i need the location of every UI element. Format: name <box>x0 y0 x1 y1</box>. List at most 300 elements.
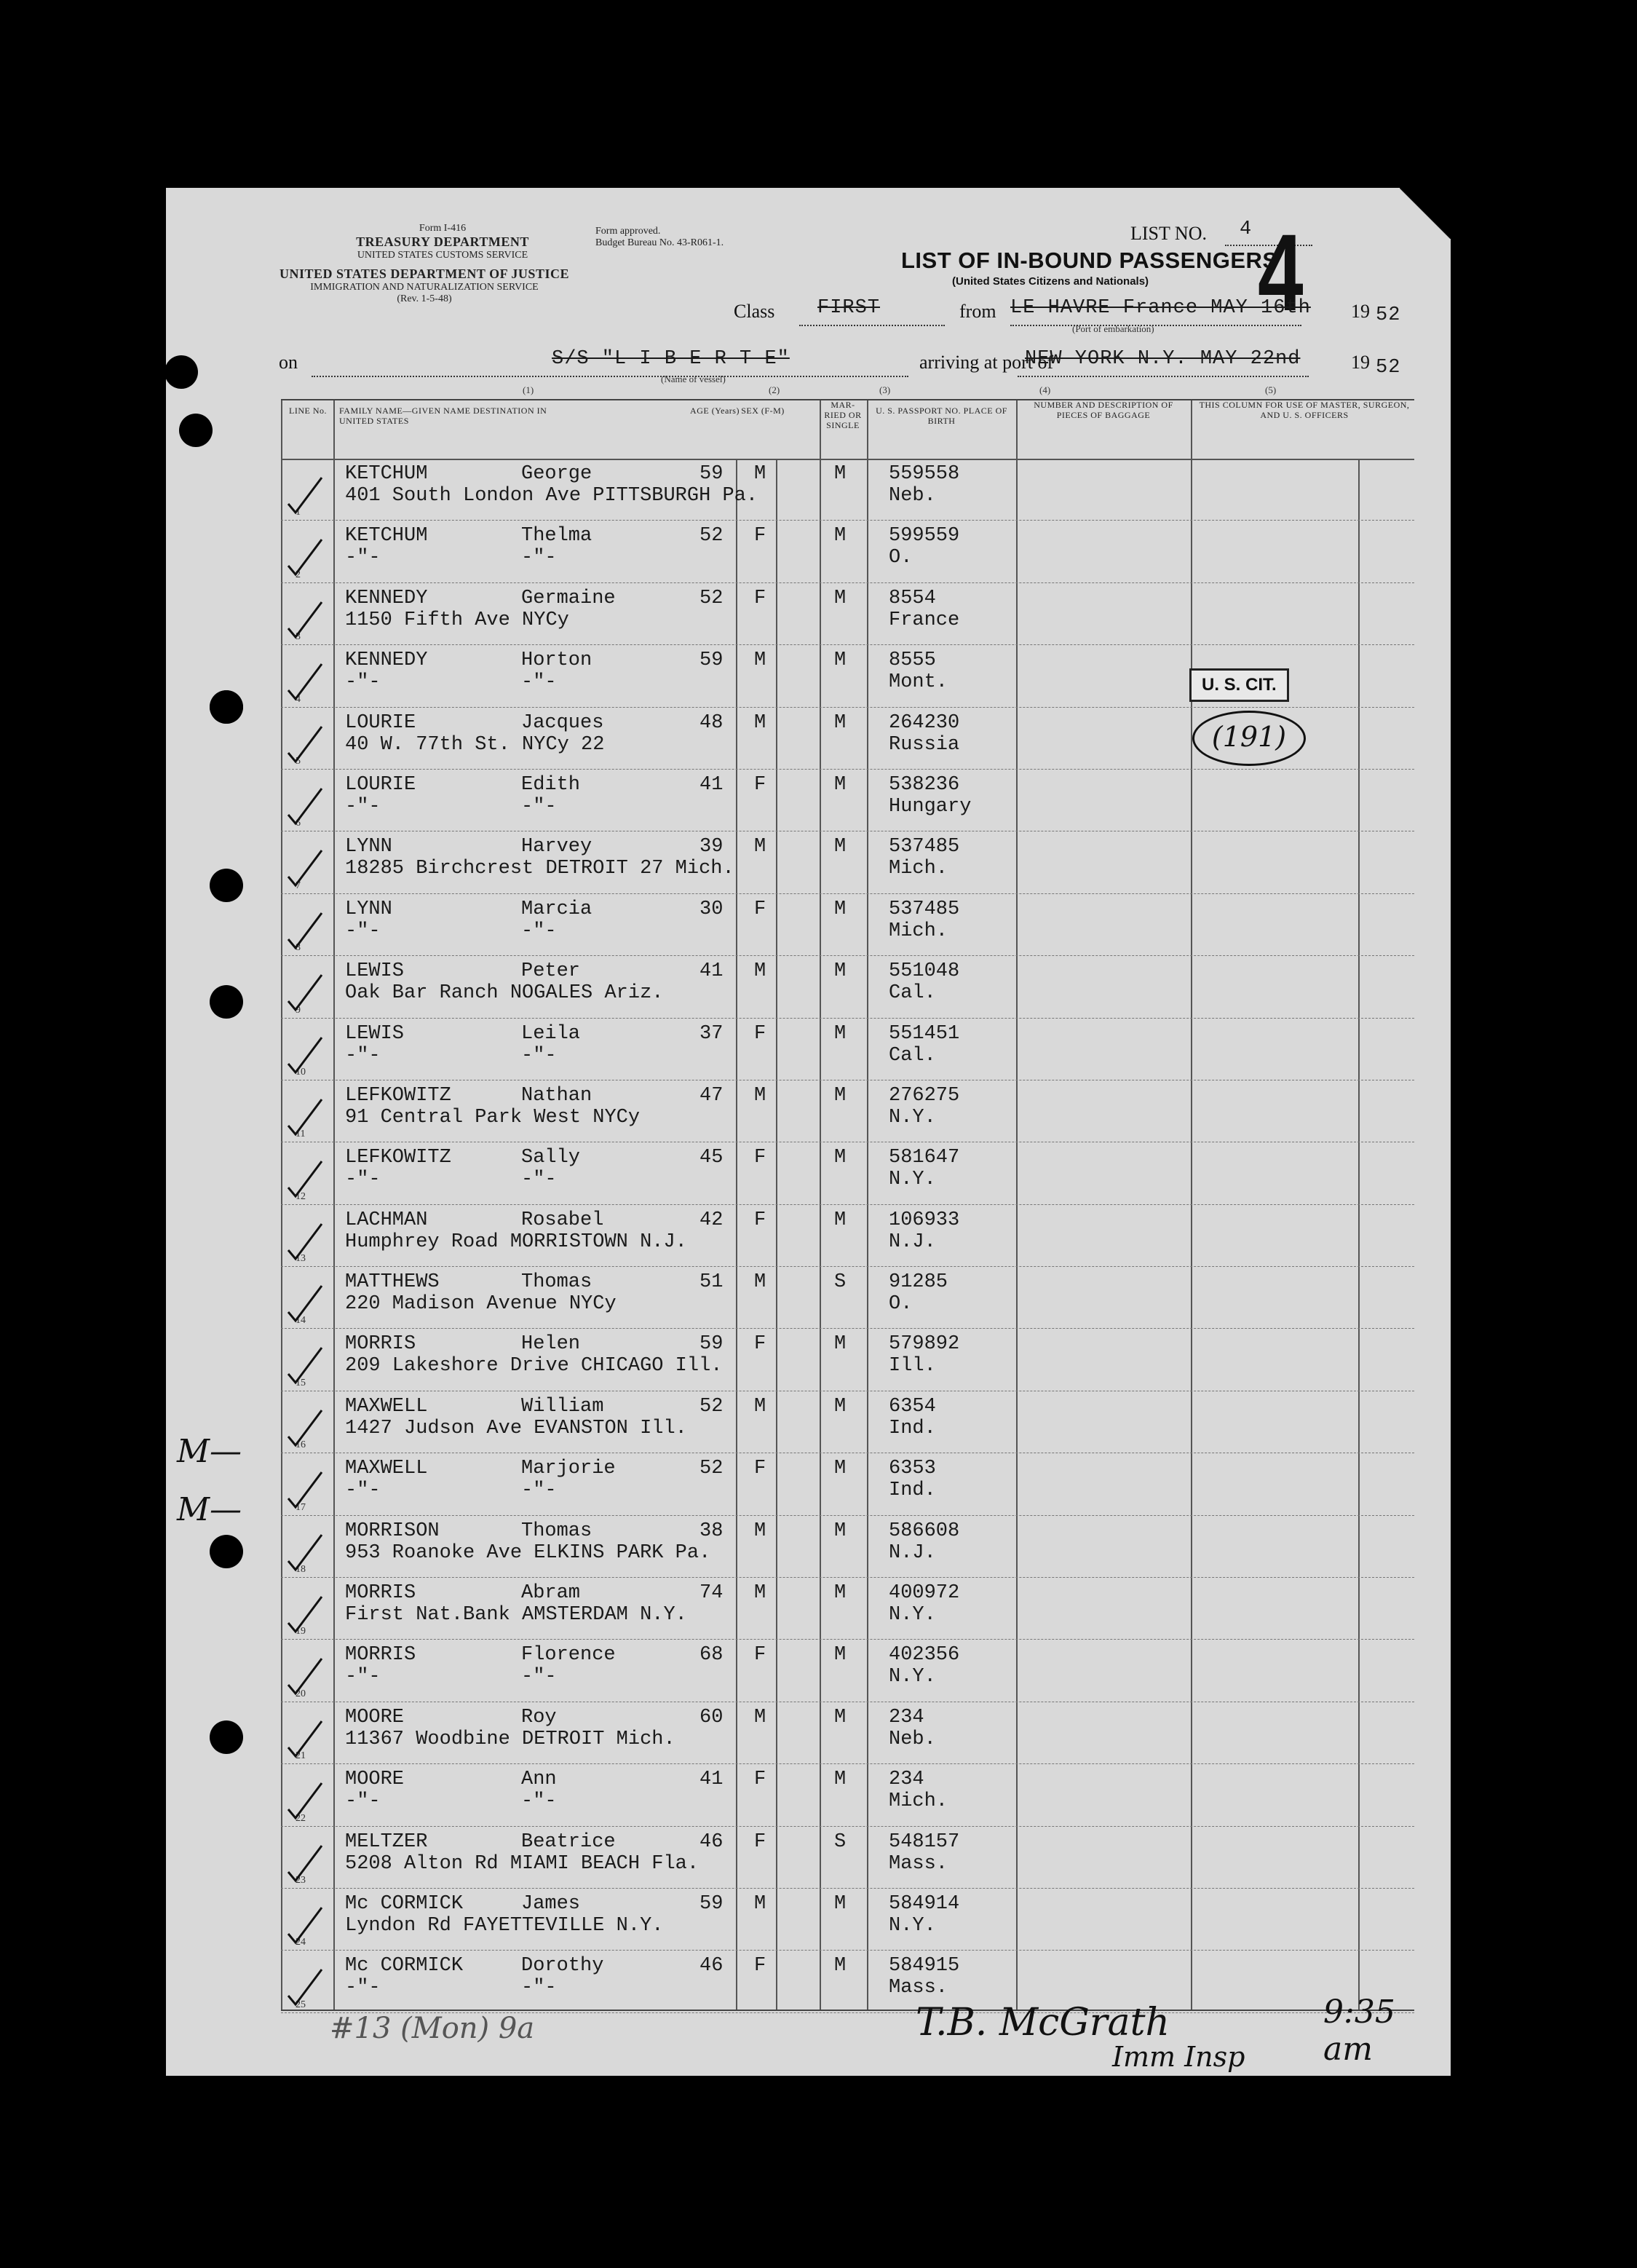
table-row <box>281 1019 1414 1080</box>
table-row <box>281 1889 1414 1951</box>
us-citizen-stamp: U. S. CIT. <box>1189 668 1289 702</box>
family-name: MAXWELL <box>345 1458 428 1480</box>
port-embark-caption: (Port of embarkation) <box>1072 323 1154 334</box>
header-age: AGE (Years) <box>690 406 740 416</box>
birthplace: Mich. <box>889 858 948 880</box>
passport-number: 551451 <box>889 1022 960 1045</box>
birthplace: N.Y. <box>889 1914 936 1937</box>
passenger-table <box>281 399 1414 2011</box>
vessel-line <box>312 376 908 377</box>
passport-number: 584915 <box>889 1955 960 1977</box>
marital-status: M <box>834 1706 847 1728</box>
table-row <box>281 583 1414 645</box>
destination: 953 Roanoke Ave ELKINS PARK Pa. <box>345 1541 711 1564</box>
col-num-5: (5) <box>1265 384 1277 395</box>
destination: -"- <box>345 547 381 569</box>
family-name: KENNEDY <box>345 649 428 672</box>
given-name: Sally <box>521 1147 581 1169</box>
birthplace: N.Y. <box>889 1604 936 1627</box>
destination: 209 Lakeshore Drive CHICAGO Ill. <box>345 1355 723 1378</box>
destination-ditto: -"- <box>521 920 557 942</box>
birthplace: Cal. <box>889 982 936 1005</box>
age: 52 <box>699 1395 724 1418</box>
line-number: 11 <box>296 1129 306 1140</box>
age: 68 <box>699 1644 724 1667</box>
birthplace: O. <box>889 1293 913 1316</box>
sex: M <box>754 649 766 672</box>
marital-status: M <box>834 463 847 485</box>
marital-status: S <box>834 1830 847 1853</box>
destination: Oak Bar Ranch NOGALES Ariz. <box>345 982 664 1005</box>
arriving-label: arriving at port of <box>919 352 1054 373</box>
line-number: 25 <box>296 1999 306 2010</box>
check-mark-icon <box>287 1967 330 2010</box>
birthplace: Mass. <box>889 1977 948 1999</box>
table-row <box>281 894 1414 956</box>
line-number: 3 <box>296 631 301 643</box>
age: 38 <box>699 1520 724 1542</box>
destination-ditto: -"- <box>521 1977 557 1999</box>
sex: F <box>754 1333 766 1356</box>
birthplace: Mass. <box>889 1852 948 1875</box>
passport-number: 538236 <box>889 773 960 796</box>
list-subtitle: (United States Citizens and Nationals) <box>952 275 1149 288</box>
class-value: FIRST <box>817 297 881 319</box>
check-mark-icon <box>287 1905 330 1948</box>
list-no-label: LIST NO. <box>1130 223 1207 244</box>
destination-ditto: -"- <box>521 671 557 694</box>
family-name: LEFKOWITZ <box>345 1147 451 1169</box>
given-name: Edith <box>521 773 581 796</box>
age: 41 <box>699 773 724 796</box>
age: 46 <box>699 1955 724 1977</box>
arrival-value: NEW YORK N.Y. MAY 22nd <box>1025 348 1301 370</box>
destination: 1150 Fifth Ave NYCy <box>345 609 569 631</box>
class-label: Class <box>734 301 775 322</box>
arrival-line <box>1018 376 1309 377</box>
age: 59 <box>699 649 724 672</box>
birthplace: N.J. <box>889 1541 936 1564</box>
header-married: MAR- RIED OR SINGLE <box>824 400 862 430</box>
age: 51 <box>699 1271 724 1294</box>
check-mark-icon <box>287 910 330 954</box>
family-name: LEWIS <box>345 1022 405 1045</box>
punch-hole <box>210 1720 243 1754</box>
destination-ditto: -"- <box>521 795 557 818</box>
header-officers: THIS COLUMN FOR USE OF MASTER, SURGEON, AND U. S. OFFICERS <box>1199 400 1410 420</box>
budget-bureau: Budget Bureau No. 43-R061-1. <box>595 237 724 249</box>
given-name: Peter <box>521 960 581 983</box>
year-value-1: 52 <box>1376 304 1401 326</box>
marital-status: M <box>834 1458 847 1480</box>
punch-hole <box>179 414 213 447</box>
passport-number: 579892 <box>889 1333 960 1356</box>
from-line <box>1010 325 1301 326</box>
passport-number: 276275 <box>889 1084 960 1107</box>
marital-status: M <box>834 1892 847 1915</box>
line-number: 5 <box>296 755 301 767</box>
table-row <box>281 1267 1414 1329</box>
form-approved: Form approved. <box>595 226 661 237</box>
sex: F <box>754 898 766 920</box>
age: 39 <box>699 836 724 858</box>
table-row <box>281 459 1414 521</box>
marital-status: M <box>834 587 847 609</box>
form-number: Form I-416 <box>419 223 467 234</box>
check-mark-icon <box>287 972 330 1016</box>
table-row <box>281 1080 1414 1142</box>
line-number: 24 <box>296 1937 306 1948</box>
check-mark-icon <box>287 1097 330 1140</box>
family-name: MORRIS <box>345 1644 416 1667</box>
marital-status: M <box>834 960 847 983</box>
given-name: Jacques <box>521 711 604 734</box>
passport-number: 599559 <box>889 525 960 548</box>
form-revision: (Rev. 1-5-48) <box>397 293 452 304</box>
given-name: William <box>521 1395 604 1418</box>
given-name: Marjorie <box>521 1458 616 1480</box>
sex: F <box>754 1022 766 1045</box>
manifest-page <box>166 188 1451 2076</box>
margin-note-1: M— <box>177 1433 242 1470</box>
punch-hole <box>210 1535 243 1568</box>
destination: Humphrey Road MORRISTOWN N.J. <box>345 1230 687 1253</box>
sex: M <box>754 1706 766 1728</box>
passport-number: 234 <box>889 1769 924 1791</box>
age: 46 <box>699 1830 724 1853</box>
age: 59 <box>699 463 724 485</box>
justice-dept: UNITED STATES DEPARTMENT OF JUSTICE <box>280 266 569 281</box>
check-mark-icon <box>287 847 330 891</box>
given-name: Dorothy <box>521 1955 604 1977</box>
check-mark-icon <box>287 724 330 767</box>
line-number: 1 <box>296 507 301 518</box>
passport-number: 6353 <box>889 1458 936 1480</box>
col-num-1: (1) <box>523 384 534 395</box>
line-number: 10 <box>296 1066 306 1078</box>
marital-status: M <box>834 773 847 796</box>
birthplace: Mont. <box>889 671 948 694</box>
sex: M <box>754 1395 766 1418</box>
check-mark-icon <box>287 1469 330 1513</box>
check-mark-icon <box>287 1035 330 1078</box>
line-number: 16 <box>296 1439 306 1451</box>
marital-status: M <box>834 1022 847 1045</box>
marital-status: M <box>834 711 847 734</box>
destination: -"- <box>345 1169 381 1191</box>
marital-status: M <box>834 1147 847 1169</box>
sex: F <box>754 1644 766 1667</box>
destination-ditto: -"- <box>521 1169 557 1191</box>
table-row <box>281 1764 1414 1826</box>
marital-status: S <box>834 1271 847 1294</box>
birthplace: Ind. <box>889 1417 936 1439</box>
line-number: 15 <box>296 1377 306 1388</box>
signature-title: Imm Insp <box>1112 2041 1245 2073</box>
line-number: 17 <box>296 1501 306 1513</box>
destination-ditto: -"- <box>521 547 557 569</box>
destination: -"- <box>345 1044 381 1067</box>
table-row <box>281 956 1414 1018</box>
passport-number: 402356 <box>889 1644 960 1667</box>
given-name: Horton <box>521 649 592 672</box>
punch-hole <box>210 690 243 724</box>
from-label: from <box>959 301 996 322</box>
line-number: 19 <box>296 1626 306 1637</box>
list-big-number: 4 <box>1258 211 1304 333</box>
age: 41 <box>699 1769 724 1791</box>
line-number: 14 <box>296 1315 306 1327</box>
table-row <box>281 1205 1414 1267</box>
birthplace: Mich. <box>889 1790 948 1813</box>
line-number: 8 <box>296 942 301 954</box>
check-mark-icon <box>287 661 330 705</box>
year-value-2: 52 <box>1376 357 1401 379</box>
header-line: LINE No. <box>289 406 327 416</box>
treasury-dept: TREASURY DEPARTMENT <box>356 234 529 250</box>
marital-status: M <box>834 1084 847 1107</box>
line-number: 20 <box>296 1688 306 1699</box>
sex: F <box>754 1209 766 1231</box>
passport-number: 8555 <box>889 649 936 672</box>
marital-status: M <box>834 898 847 920</box>
family-name: KENNEDY <box>345 587 428 609</box>
header-sex: SEX (F-M) <box>741 406 785 416</box>
passport-number: 559558 <box>889 463 960 485</box>
birthplace: Russia <box>889 733 960 756</box>
marital-status: M <box>834 1582 847 1605</box>
given-name: Abram <box>521 1582 581 1605</box>
sex: F <box>754 525 766 548</box>
given-name: Florence <box>521 1644 616 1667</box>
table-row <box>281 1640 1414 1702</box>
marital-status: M <box>834 1333 847 1356</box>
passport-number: 537485 <box>889 836 960 858</box>
punch-hole <box>210 985 243 1019</box>
form-approval <box>595 226 724 249</box>
vessel-name: S/S "L I B E R T E" <box>552 348 790 370</box>
check-mark-icon <box>287 1656 330 1699</box>
given-name: Beatrice <box>521 1830 616 1853</box>
age: 41 <box>699 960 724 983</box>
family-name: LOURIE <box>345 711 416 734</box>
passport-number: 586608 <box>889 1520 960 1542</box>
sex: F <box>754 1147 766 1169</box>
marital-status: M <box>834 1520 847 1542</box>
family-name: MOORE <box>345 1706 405 1728</box>
sex: M <box>754 960 766 983</box>
given-name: Ann <box>521 1769 557 1791</box>
marital-status: M <box>834 1769 847 1791</box>
line-number: 13 <box>296 1253 306 1265</box>
marital-status: M <box>834 649 847 672</box>
table-row <box>281 1827 1414 1889</box>
marital-status: M <box>834 1644 847 1667</box>
header-passport: U. S. PASSPORT NO. PLACE OF BIRTH <box>876 406 1007 426</box>
sex: M <box>754 711 766 734</box>
year-label-2: 19 <box>1351 352 1370 373</box>
marital-status: M <box>834 1209 847 1231</box>
birthplace: N.Y. <box>889 1106 936 1129</box>
family-name: LYNN <box>345 898 392 920</box>
given-name: Germaine <box>521 587 616 609</box>
destination-ditto: -"- <box>521 1790 557 1813</box>
family-name: LYNN <box>345 836 392 858</box>
check-mark-icon <box>287 599 330 643</box>
given-name: Harvey <box>521 836 592 858</box>
circled-number: (191) <box>1192 711 1306 766</box>
age: 47 <box>699 1084 724 1107</box>
age: 60 <box>699 1706 724 1728</box>
sex: F <box>754 1955 766 1977</box>
form-header-left <box>341 223 544 261</box>
birthplace: N.Y. <box>889 1666 936 1688</box>
passport-number: 581647 <box>889 1147 960 1169</box>
given-name: Roy <box>521 1706 557 1728</box>
table-row <box>281 831 1414 893</box>
table-row <box>281 521 1414 582</box>
passport-number: 234 <box>889 1706 924 1728</box>
ins-service: IMMIGRATION AND NATURALIZATION SERVICE <box>310 281 539 293</box>
family-name: LACHMAN <box>345 1209 428 1231</box>
sex: F <box>754 1769 766 1791</box>
sex: F <box>754 773 766 796</box>
sex: F <box>754 1830 766 1853</box>
birthplace: N.J. <box>889 1230 936 1253</box>
line-number: 23 <box>296 1874 306 1886</box>
destination: Lyndon Rd FAYETTEVILLE N.Y. <box>345 1914 664 1937</box>
family-name: MATTHEWS <box>345 1271 440 1294</box>
passport-number: 551048 <box>889 960 960 983</box>
birthplace: Mich. <box>889 920 948 942</box>
line-number: 6 <box>296 818 301 829</box>
destination-ditto: -"- <box>521 1666 557 1688</box>
customs-service: UNITED STATES CUSTOMS SERVICE <box>357 249 528 261</box>
table-row <box>281 770 1414 831</box>
family-name: MELTZER <box>345 1830 428 1853</box>
sex: M <box>754 1892 766 1915</box>
check-mark-icon <box>287 1283 330 1327</box>
passport-number: 584914 <box>889 1892 960 1915</box>
check-mark-icon <box>287 1407 330 1451</box>
signature-time: 9:35 am <box>1323 1994 1395 2068</box>
family-name: KETCHUM <box>345 463 428 485</box>
marital-status: M <box>834 525 847 548</box>
birthplace: N.Y. <box>889 1169 936 1191</box>
header-name: FAMILY NAME—GIVEN NAME DESTINATION IN UNITED STATES <box>339 406 547 426</box>
check-mark-icon <box>287 1594 330 1637</box>
sex: M <box>754 836 766 858</box>
family-name: MORRIS <box>345 1582 416 1605</box>
passport-number: 106933 <box>889 1209 960 1231</box>
destination-ditto: -"- <box>521 1479 557 1502</box>
line-number: 7 <box>296 880 301 891</box>
given-name: Thomas <box>521 1271 592 1294</box>
table-row <box>281 1951 1414 2012</box>
destination: -"- <box>345 920 381 942</box>
destination: 220 Madison Avenue NYCy <box>345 1293 617 1316</box>
line-number: 2 <box>296 569 301 580</box>
vessel-caption: (Name of vessel) <box>661 374 726 384</box>
age: 37 <box>699 1022 724 1045</box>
age: 45 <box>699 1147 724 1169</box>
given-name: Thelma <box>521 525 592 548</box>
destination: 5208 Alton Rd MIAMI BEACH Fla. <box>345 1852 699 1875</box>
family-name: MOORE <box>345 1769 405 1791</box>
sex: M <box>754 1084 766 1107</box>
justice-header <box>279 266 570 305</box>
destination: -"- <box>345 671 381 694</box>
destination: 91 Central Park West NYCy <box>345 1106 641 1129</box>
destination: First Nat.Bank AMSTERDAM N.Y. <box>345 1604 687 1627</box>
from-value: LE HAVRE France MAY 16th <box>1010 297 1311 319</box>
check-mark-icon <box>287 1780 330 1824</box>
check-mark-icon <box>287 1718 330 1762</box>
col-num-4: (4) <box>1039 384 1051 395</box>
given-name: Marcia <box>521 898 592 920</box>
table-row <box>281 1142 1414 1204</box>
destination: -"- <box>345 795 381 818</box>
passport-number: 264230 <box>889 711 960 734</box>
birthplace: France <box>889 609 960 631</box>
given-name: George <box>521 463 592 485</box>
check-mark-icon <box>287 475 330 518</box>
family-name: LEFKOWITZ <box>345 1084 451 1107</box>
passport-number: 537485 <box>889 898 960 920</box>
birthplace: Ind. <box>889 1479 936 1502</box>
header-baggage: NUMBER AND DESCRIPTION OF PIECES OF BAGGAGE <box>1034 400 1173 420</box>
check-mark-icon <box>287 1158 330 1202</box>
family-name: MORRIS <box>345 1333 416 1356</box>
check-mark-icon <box>287 1345 330 1388</box>
destination: -"- <box>345 1790 381 1813</box>
family-name: LOURIE <box>345 773 416 796</box>
destination: 18285 Birchcrest DETROIT 27 Mich. <box>345 858 734 880</box>
age: 48 <box>699 711 724 734</box>
punch-hole <box>210 869 243 902</box>
table-row <box>281 1453 1414 1515</box>
passport-number: 91285 <box>889 1271 948 1294</box>
punch-hole <box>166 355 198 389</box>
check-mark-icon <box>287 1843 330 1886</box>
birthplace: O. <box>889 547 913 569</box>
destination: -"- <box>345 1666 381 1688</box>
passport-number: 400972 <box>889 1582 960 1605</box>
marital-status: M <box>834 1955 847 1977</box>
birthplace: Neb. <box>889 1728 936 1750</box>
sex: F <box>754 1458 766 1480</box>
age: 59 <box>699 1892 724 1915</box>
destination: 401 South London Ave PITTSBURGH Pa. <box>345 485 758 507</box>
destination: 11367 Woodbine DETROIT Mich. <box>345 1728 675 1750</box>
given-name: Leila <box>521 1022 581 1045</box>
sex: M <box>754 463 766 485</box>
table-row <box>281 1329 1414 1391</box>
destination: 1427 Judson Ave EVANSTON Ill. <box>345 1417 687 1439</box>
col-num-3: (3) <box>879 384 891 395</box>
birthplace: Cal. <box>889 1044 936 1067</box>
col-num-2: (2) <box>769 384 780 395</box>
destination: -"- <box>345 1479 381 1502</box>
table-row <box>281 1391 1414 1453</box>
line-number: 9 <box>296 1004 301 1016</box>
destination: -"- <box>345 1977 381 1999</box>
age: 74 <box>699 1582 724 1605</box>
age: 52 <box>699 1458 724 1480</box>
check-mark-icon <box>287 537 330 580</box>
sex: M <box>754 1582 766 1605</box>
list-no-value: 4 <box>1240 218 1253 240</box>
